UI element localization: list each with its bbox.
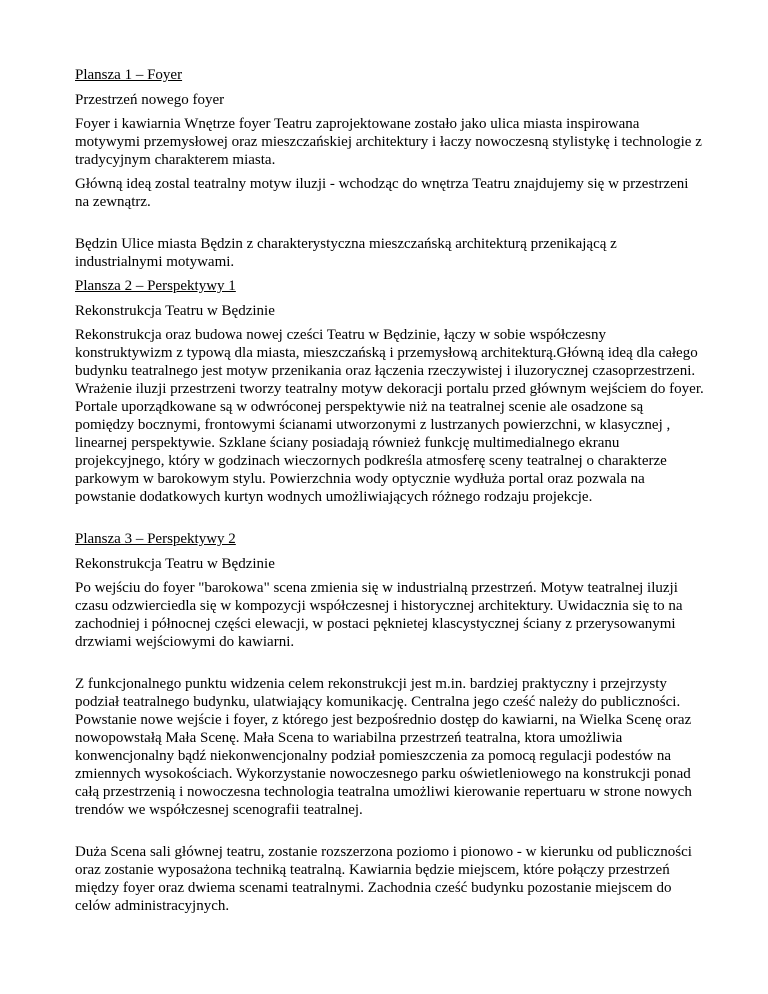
spacer — [75, 512, 705, 530]
paragraph: Rekonstrukcja oraz budowa nowej cześci Teatru w Będzinie, łączy w sobie współczesny konstruktywizm z typową dla miasta, mieszczańską i przemysłową architekturą.Główną ideą dla całego budynku teatralnego jest motyw przenikania oraz łączenia rzeczywistej i iluzorycznej czasoprzestrzeni. Wrażenie iluzji przestrzeni tworzy teatralny motyw dekoracji portalu przed głównym wejściem do foyer. Portale uporządkowane są w odwróconej perspektywie niż na teatralnej scenie ale osadzone są pomiędzy bocznymi, frontowymi ścianami utworzonymi z lustrzanych powierzchni, w klasycznej , linearnej perspektywie. Szklane ściany posiadają również funkcję multimedialnego ekranu projekcyjnego, który w godzinach wieczornych podkreśla atmosferę sceny teatralnej o charakterze parkowym w barokowym stylu. Powierzchnia wody optycznie wydłuża portal oraz pozwala na powstanie dodatkowych kurtyn wodnych umożliwiających różnego rodzaju projekcje. — [75, 327, 704, 505]
paragraph: Po wejściu do foyer "barokowa" scena zmienia się w industrialną przestrzeń. Motyw teatralnej iluzji czasu odzwierciedla się w kompozycji współczesnej i historycznej architektury. Uwidacznia się to na zachodniej i północnej części elewacji, w postaci pęknietej klascystycznej ściany z przerysowanymi drzwiami wejściowymi do kawiarni. — [75, 580, 683, 650]
spacer — [75, 825, 705, 843]
section-subtitle: Rekonstrukcja Teatru w Będzinie — [75, 556, 275, 572]
paragraph: Z funkcjonalnego punktu widzenia celem rekonstrukcji jest m.in. bardziej praktyczny i przejrzysty podział teatralnego budynku, ulatwiający komunikację. Centralna jego cześć należy do publiczności. Powstanie nowe wejście i foyer, z którego jest bezpośrednio dostęp do kawiarni, na Wielka Scenę oraz nowopowstałą Mała Scenę. Mała Scena to wariabilna przestrzeń teatralna, ktora umożliwia konwencjonalny bądź niekonwencjonalny podział pomieszczenia za pomocą regulacji podestów na zmiennych wysokościach. Wykorzystanie nowoczesnego parku oświetleniowego na konstrukcji ponad całą przestrzenią i nowoczesna technologia teatralna umożliwi kierowanie repertuaru w strone nowych trendów we współczesnej scenografii teatralnej. — [75, 676, 692, 818]
section-heading-plansza-3: Plansza 3 – Perspektywy 2 — [75, 531, 236, 547]
spacer — [75, 217, 705, 235]
section-subtitle: Rekonstrukcja Teatru w Będzinie — [75, 303, 275, 319]
section-heading-plansza-1: Plansza 1 – Foyer — [75, 67, 183, 83]
spacer — [75, 657, 705, 675]
section-subtitle: Przestrzeń nowego foyer — [75, 92, 225, 108]
paragraph: Foyer i kawiarnia Wnętrze foyer Teatru zaprojektowane zostało jako ulica miasta inspirowana motywymi przemysłowej oraz mieszczańskiej architektury i łaczy nowoczesną stylistykę i technologie z tradycyjnym charakterem miasta. — [75, 116, 702, 168]
document-page — [75, 66, 705, 921]
paragraph: Duża Scena sali głównej teatru, zostanie rozszerzona poziomo i pionowo - w kierunku od publiczności oraz zostanie wyposażona techniką teatralną. Kawiarnia będzie miejscem, które połączy przestrzeń między foyer oraz dwiema scenami teatralnymi. Zachodnia cześć budynku pozostanie miejscem do celów administracyjnych. — [75, 844, 692, 914]
paragraph: Będzin Ulice miasta Będzin z charakterystyczna mieszczańską architekturą przenikającą z industrialnymi motywami. — [75, 236, 617, 270]
section-heading-plansza-2: Plansza 2 – Perspektywy 1 — [75, 278, 236, 294]
paragraph: Główną ideą zostal teatralny motyw iluzji - wchodząc do wnętrza Teatru znajdujemy się w przestrzeni na zewnątrz. — [75, 176, 689, 210]
